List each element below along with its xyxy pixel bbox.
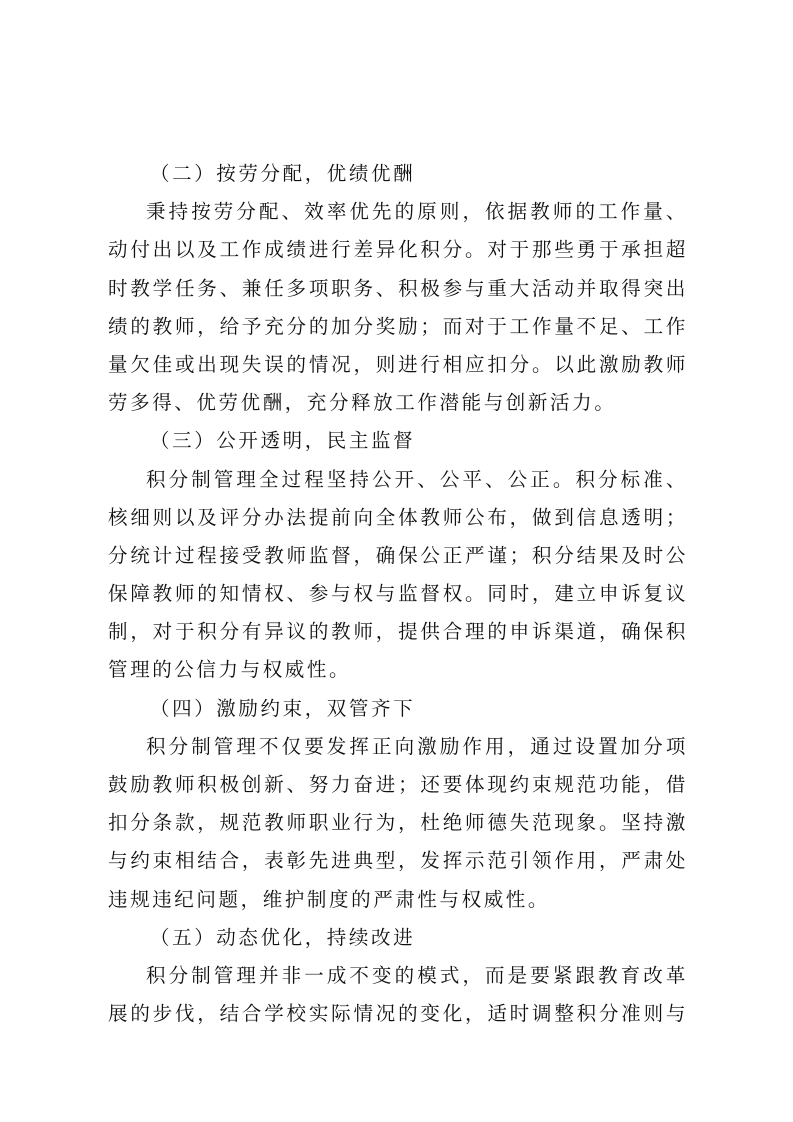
section-heading-text: （五）动态优化，持续改进 <box>150 925 416 949</box>
paragraph-line: 制，对于积分有异议的教师，提供合理的申诉渠道，确保积 <box>108 620 688 644</box>
section-heading <box>108 155 688 193</box>
section-heading <box>108 422 688 460</box>
paragraph-line: 积分制管理并非一成不变的模式，而是要紧跟教育改革 <box>146 963 688 987</box>
paragraph-line: 违规违纪问题，维护制度的严肃性与权威性。 <box>108 887 551 911</box>
paragraph-line: 绩的教师，给予充分的加分奖励；而对于工作量不足、工作 <box>108 314 688 338</box>
paragraph-line: 积分制管理不仅要发挥正向激励作用，通过设置加分项 <box>146 734 688 758</box>
paragraph-line: 扣分条款，规范教师职业行为，杜绝师德失范现象。坚持激 <box>108 811 688 835</box>
paragraph-line: 量欠佳或出现失误的情况，则进行相应扣分。以此激励教师 <box>108 352 688 376</box>
paragraph-line: 劳多得、优劳优酬，充分释放工作潜能与创新活力。 <box>108 391 617 415</box>
paragraph-line: 积分制管理全过程坚持公开、公平、公正。积分标准、 <box>146 467 688 491</box>
paragraph-line: 秉持按劳分配、效率优先的原则，依据教师的工作量、 <box>146 200 688 224</box>
section-paragraph <box>108 193 688 422</box>
section-heading-text: （四）激励约束，双管齐下 <box>150 696 416 720</box>
paragraph-line: 时教学任务、兼任多项职务、积极参与重大活动并取得突出 <box>108 276 688 300</box>
paragraph-line: 保障教师的知情权、参与权与监督权。同时，建立申诉复议 <box>108 582 688 606</box>
paragraph-line: 管理的公信力与权威性。 <box>108 658 352 682</box>
paragraph-line: 与约束相结合，表彰先进典型，发挥示范引领作用，严肃处 <box>108 849 688 873</box>
paragraph-line: 展的步伐，结合学校实际情况的变化，适时调整积分准则与 <box>108 1002 688 1026</box>
section-heading-text: （二）按劳分配，优绩优酬 <box>150 162 416 185</box>
section-paragraph <box>108 461 688 690</box>
paragraph-line: 动付出以及工作成绩进行差异化积分。对于那些勇于承担超 <box>108 238 688 262</box>
section-paragraph <box>108 728 688 919</box>
section-paragraph <box>108 957 688 1033</box>
document-body <box>108 155 688 1033</box>
section-heading <box>108 690 688 728</box>
paragraph-line: 鼓励教师积极创新、努力奋进；还要体现约束规范功能，借 <box>108 773 688 796</box>
section-heading-text: （三）公开透明，民主监督 <box>150 429 416 453</box>
section-heading <box>108 919 688 957</box>
paragraph-line: 分统计过程接受教师监督，确保公正严谨；积分结果及时公 <box>108 543 688 567</box>
paragraph-line: 核细则以及评分办法提前向全体教师公布，做到信息透明； <box>108 505 688 529</box>
